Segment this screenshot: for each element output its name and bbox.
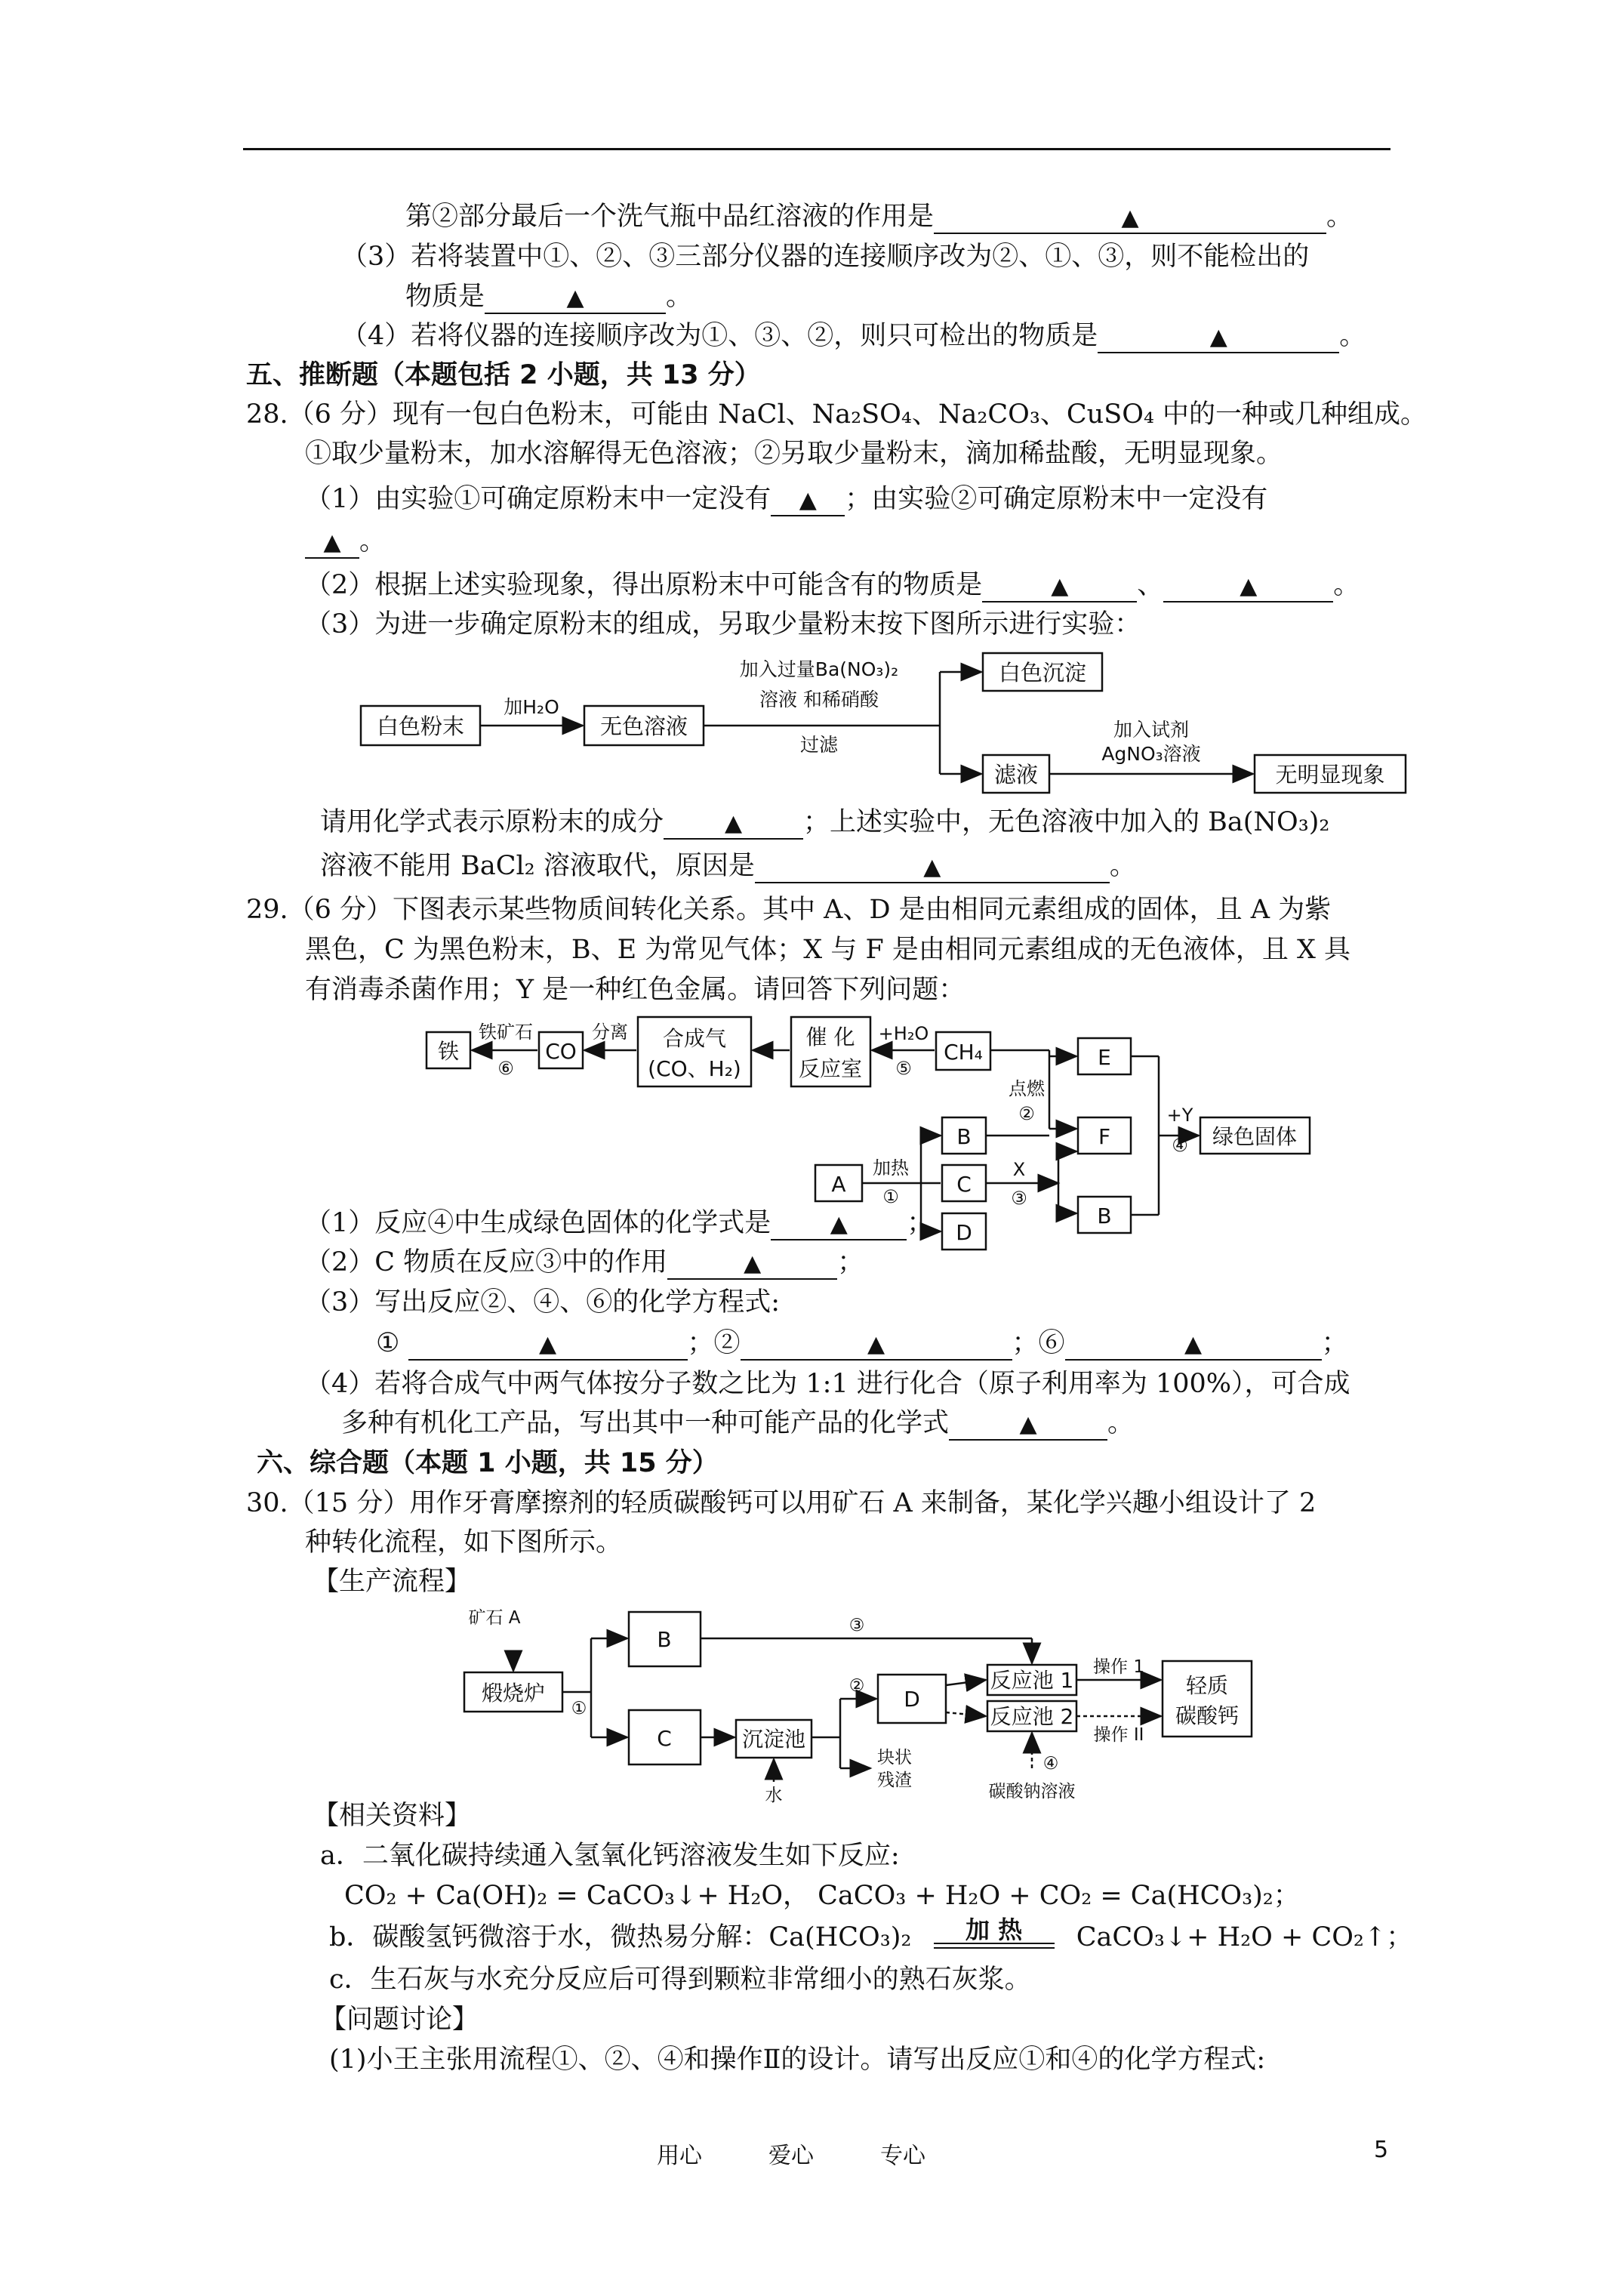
water-label: 水: [765, 1786, 783, 1805]
product-line1: 轻质: [1185, 1673, 1229, 1698]
iron-ore-label: 铁矿石: [479, 1022, 533, 1043]
add-water-label: +H₂O: [878, 1023, 929, 1044]
header-rule: [243, 148, 1390, 150]
reaction-3-number: ③: [1011, 1188, 1027, 1209]
step-2-number: ②: [848, 1676, 865, 1696]
q29-q4-a: （4）若将合成气中两气体按分子数之比为 1:1 进行化合（原子利用率为 100%），可合成: [305, 1369, 1350, 1399]
q27-line-a: 第②部分最后一个洗气瓶中品红溶液的作用是 ▲ 。: [405, 198, 1353, 236]
q29-stem-2: 黑色，C 为黑色粉末，B、E 为常见气体；X 与 F 是由相同元素组成的无色液体，且 X 具: [305, 935, 1351, 965]
heat-condition: 加 热: [965, 1915, 1023, 1944]
b2-label: B: [1097, 1203, 1112, 1228]
q30-process-title: 【生产流程】: [313, 1567, 472, 1597]
co-label: CO: [545, 1039, 577, 1064]
q27-line-4: （4）若将仪器的连接顺序改为①、③、②，则只可检出的物质是 ▲ 。: [341, 317, 1366, 355]
step-3-number: ③: [848, 1616, 865, 1635]
a-label: A: [831, 1172, 846, 1197]
q30-discuss-1: (1)小王主张用流程①、②、④和操作Ⅱ的设计。请写出反应①和④的化学方程式:: [329, 2045, 1266, 2075]
no-phenomenon-label: 无明显现象: [1275, 762, 1385, 787]
add-water-label: 加H₂O: [504, 696, 559, 718]
q29-q3: （3）写出反应②、④、⑥的化学方程式:: [305, 1287, 781, 1318]
colorless-solution-label: 无色溶液: [599, 713, 688, 739]
residue-line1: 块状: [877, 1748, 912, 1767]
green-solid-label: 绿色固体: [1212, 1124, 1298, 1149]
pool2-label: 反应池 2: [990, 1704, 1074, 1729]
reagent2-line1: 加入试剂: [1113, 719, 1190, 741]
e-label: E: [1098, 1045, 1111, 1070]
catalyst-line2: 反应室: [798, 1056, 863, 1081]
q29-stem-3: 有消毒杀菌作用；Y 是一种红色金属。请回答下列问题：: [305, 975, 965, 1005]
page-number: 5: [1374, 2137, 1389, 2163]
q30-stem-2: 种转化流程，如下图所示。: [305, 1527, 623, 1558]
x-label: X: [1012, 1159, 1026, 1180]
heat-label: 加热: [873, 1157, 909, 1179]
iron-label: 铁: [437, 1039, 460, 1064]
settling-label: 沉淀池: [741, 1727, 806, 1752]
q30-stem-1: 30.（15 分）用作牙膏摩擦剂的轻质碳酸钙可以用矿石 A 来制备，某化学兴趣小组设计了 2: [246, 1488, 1317, 1518]
q27-line-3a: （3）若将装置中①、②、③三部分仪器的连接顺序改为②、①、③，则不能检出的: [341, 242, 1310, 272]
q28-q2: （2）根据上述实验现象，得出原粉末中可能含有的物质是 ▲ 、 ▲ 。: [305, 566, 1360, 604]
q28-q1-cont: ▲ 。: [305, 522, 386, 560]
q30-process-diagram: [457, 1601, 1257, 1820]
reaction-6-number: ⑥: [497, 1058, 514, 1079]
q30-info-c: c．生石灰与水充分反应后可得到颗粒非常细小的熟石灰浆。: [329, 1965, 1031, 1995]
white-powder-label: 白色粉末: [376, 713, 465, 739]
footer-mid: 爱心: [768, 2143, 814, 2169]
q27-line-3b: 物质是 ▲ 。: [405, 278, 692, 316]
op2-label: 操作 II: [1093, 1725, 1144, 1745]
reagent1-line2: 溶液 和稀硝酸: [759, 689, 879, 710]
q28-q3: （3）为进一步确定原粉末的组成，另取少量粉末按下图所示进行实验：: [305, 609, 1141, 639]
c-label: C: [657, 1726, 672, 1751]
ignite-label: 点燃: [1009, 1078, 1045, 1099]
q28-stem-2: ①取少量粉末，加水溶解得无色溶液；②另取少量粉末，滴加稀盐酸，无明显现象。: [305, 439, 1283, 469]
b-label: B: [956, 1124, 972, 1149]
f-label: F: [1098, 1124, 1111, 1149]
reagent2-line2: AgNO₃溶液: [1101, 743, 1201, 765]
reagent1-line1: 加入过量Ba(NO₃)₂: [739, 658, 899, 680]
section-5-heading: 五、推断题（本题包括 2 小题，共 13 分）: [246, 360, 761, 390]
q29-q2: （2）C 物质在反应③中的作用 ▲ ；: [305, 1244, 864, 1281]
white-precipitate-label: 白色沉淀: [998, 660, 1087, 686]
q28-q3-answer-b: 溶液不能用 BaCl₂ 溶液取代，原因是 ▲ 。: [320, 847, 1136, 885]
q30-info-a: a．二氧化碳持续通入氢氧化钙溶液发生如下反应:: [320, 1841, 900, 1871]
ch4-label: CH₄: [944, 1040, 983, 1065]
plus-y-label: +Y: [1166, 1105, 1193, 1126]
step-1-number: ①: [571, 1699, 587, 1718]
q29-q1: （1）反应④中生成绿色固体的化学式是 ▲ ；: [305, 1204, 933, 1242]
q30-info-title: 【相关资料】: [313, 1801, 472, 1831]
section-6-heading: 六、综合题（本题 1 小题，共 15 分）: [257, 1448, 719, 1478]
syngas-line2: (CO、H₂): [648, 1056, 741, 1081]
soda-label: 碳酸钠溶液: [988, 1782, 1076, 1801]
q28-flow-diagram: [355, 646, 1427, 797]
product-line2: 碳酸钙: [1175, 1703, 1240, 1728]
reaction-4-number: ④: [1172, 1135, 1188, 1156]
q28-stem-1: 28.（6 分）现有一包白色粉末，可能由 NaCl、Na₂SO₄、Na₂CO₃、CuSO₄ 中的一种或几种组成。: [246, 399, 1427, 430]
q29-q4-b: 多种有机化工产品，写出其中一种可能产品的化学式 ▲ 。: [341, 1404, 1134, 1442]
step-4-number: ④: [1042, 1754, 1059, 1774]
reaction-1-number: ①: [882, 1186, 899, 1207]
d-label: D: [956, 1220, 972, 1245]
catalyst-line1: 催 化: [805, 1025, 855, 1049]
filter-label: 过滤: [799, 734, 839, 756]
furnace-label: 煅烧炉: [481, 1681, 546, 1706]
separate-label: 分离: [592, 1022, 628, 1043]
filtrate-label: 滤液: [993, 762, 1039, 787]
footer-right: 专心: [880, 2143, 925, 2169]
q30-discuss-title: 【问题讨论】: [320, 2005, 479, 2035]
q30-info-b: b．碳酸氢钙微溶于水，微热易分解：Ca(HCO₃)₂ 加 热 CaCO₃↓+ H₂O + CO₂↑；: [329, 1915, 1413, 1952]
b-label: B: [657, 1627, 672, 1652]
d-label: D: [904, 1687, 920, 1712]
q28-q3-answer-a: 请用化学式表示原粉末的成分 ▲ ；上述实验中，无色溶液中加入的 Ba(NO₃)₂: [320, 803, 1329, 841]
q30-info-a-equation: CO₂ + Ca(OH)₂ = CaCO₃↓+ H₂O， CaCO₃ + H₂O + CO₂ = Ca(HCO₃)₂；: [344, 1881, 1300, 1911]
syngas-line1: 合成气: [662, 1026, 727, 1051]
op1-label: 操作 1: [1093, 1657, 1144, 1677]
residue-line2: 残渣: [877, 1771, 912, 1790]
reaction-5-number: ⑤: [895, 1058, 912, 1079]
ore-a-label: 矿石 A: [468, 1608, 521, 1628]
c-label: C: [956, 1172, 972, 1197]
q28-q1: （1）由实验①可确定原粉末中一定没有 ▲ ；由实验②可确定原粉末中一定没有: [305, 480, 1267, 518]
pool1-label: 反应池 1: [990, 1668, 1074, 1693]
footer-left: 用心: [657, 2143, 702, 2169]
q29-q3-blanks: ① ▲ ；② ▲ ；⑥ ▲ ；: [376, 1324, 1348, 1362]
reaction-2-number: ②: [1018, 1103, 1035, 1124]
q29-stem-1: 29.（6 分）下图表示某些物质间转化关系。其中 A、D 是由相同元素组成的固体，且 A 为紫: [246, 895, 1332, 925]
